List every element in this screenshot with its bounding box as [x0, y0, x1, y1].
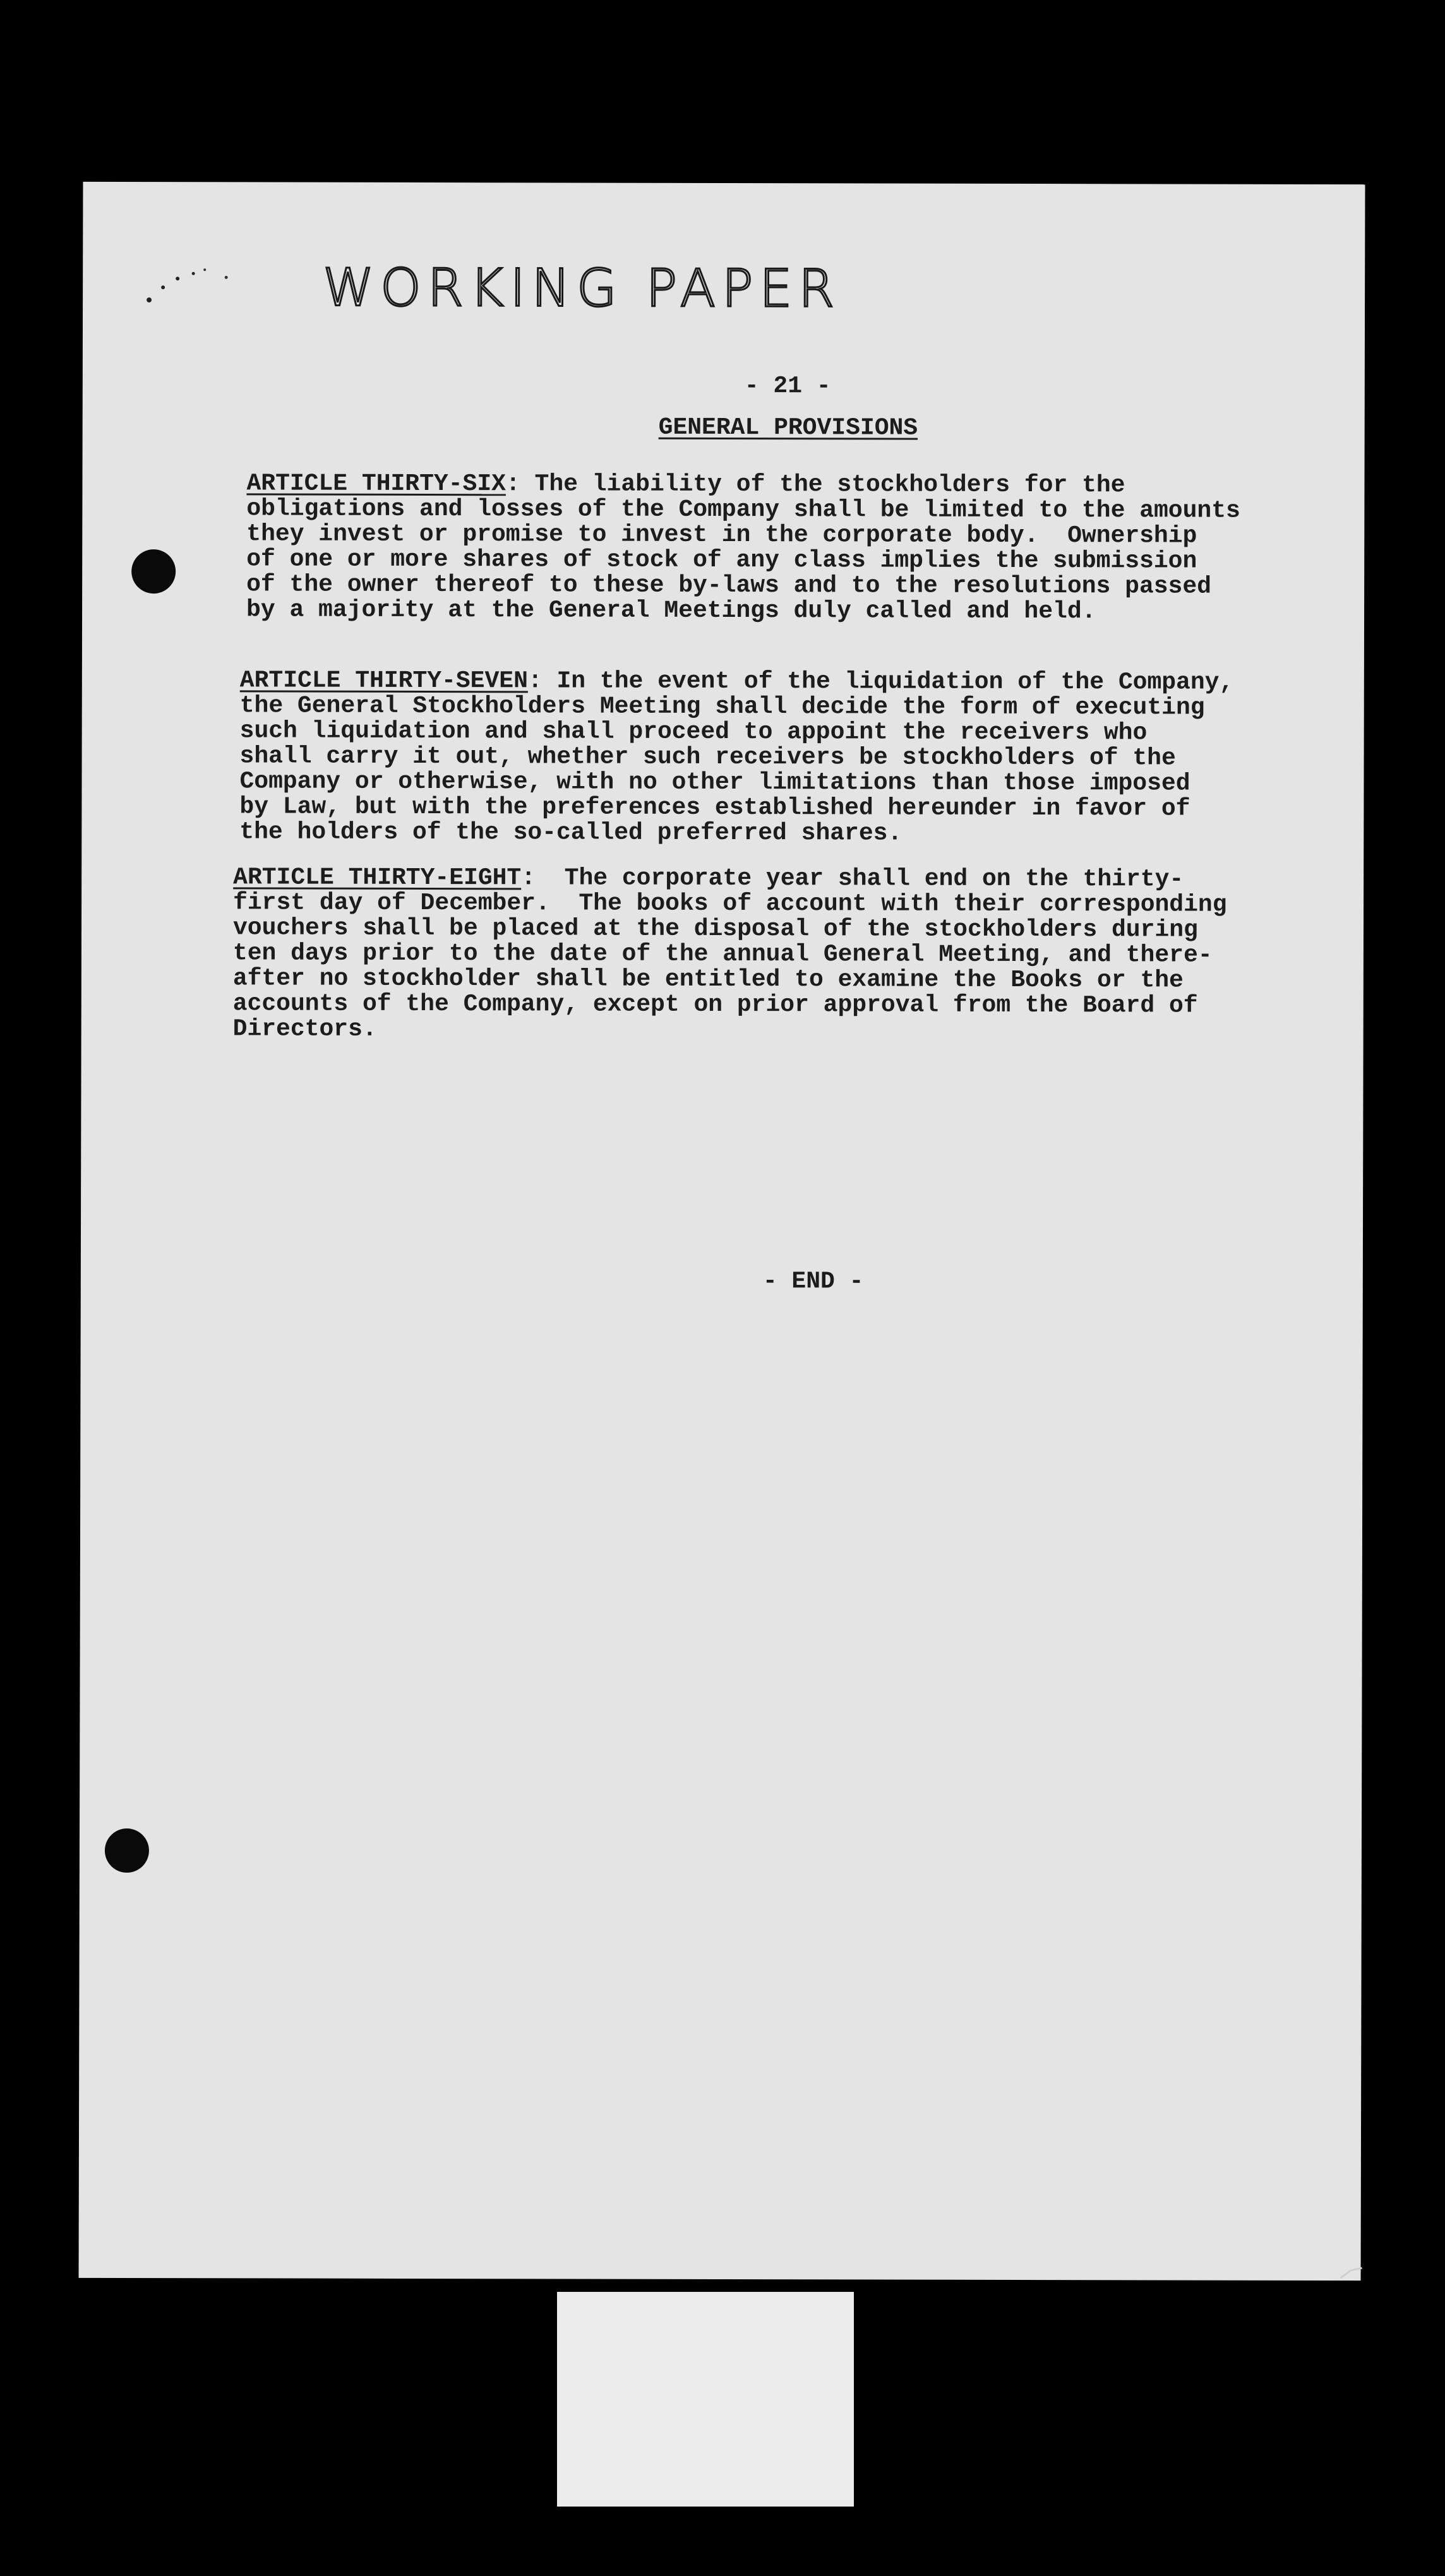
article-line: : The liability of the stockholders for the — [505, 470, 1125, 499]
article-line: ten days prior to the date of the annual General Meeting, and there- — [232, 939, 1213, 969]
document-page — [79, 182, 1365, 2281]
punch-hole-top — [131, 549, 176, 593]
article-line: the General Stockholders Meeting shall decide the form of executing — [239, 692, 1205, 722]
section-title: GENERAL PROVISIONS — [658, 414, 918, 442]
working-paper-stamp: WORKING PAPER — [323, 258, 841, 319]
article-line: by a majority at the General Meetings duly called and held. — [246, 596, 1096, 626]
article-line: accounts of the Company, except on prior approval from the Board of — [232, 990, 1198, 1020]
article-line: by Law, but with the preferences established hereunder in favor of — [239, 793, 1190, 823]
article-heading: ARTICLE THIRTY-EIGHT — [233, 864, 522, 892]
article-line: they invest or promise to invest in the corporate body. Ownership — [246, 520, 1197, 550]
blank-card — [557, 2292, 854, 2507]
end-marker: - END - — [762, 1268, 864, 1296]
article-line: such liquidation and shall proceed to appoint the receivers who — [239, 717, 1148, 747]
article-heading: ARTICLE THIRTY-SEVEN — [239, 667, 528, 695]
ink-specks — [143, 242, 244, 318]
article-thirty-seven — [239, 668, 1233, 847]
article-line: after no stockholder shall be entitled to examine the Books or the — [232, 965, 1184, 994]
article-line: obligations and losses of the Company shall be limited to the amounts — [246, 495, 1240, 525]
page-number: - 21 - — [744, 373, 831, 400]
article-line: : The corporate year shall end on the thirty- — [521, 864, 1184, 893]
curled-corner — [1338, 2255, 1364, 2281]
article-thirty-six — [246, 471, 1240, 624]
article-line: Company or otherwise, with no other limitations than those imposed — [239, 768, 1190, 797]
article-line: of the owner thereof to these by-laws and to the resolutions passed — [246, 571, 1212, 600]
article-line: Directors. — [232, 1015, 377, 1043]
article-line: shall carry it out, whether such receivers be stockholders of the — [239, 742, 1176, 772]
article-heading: ARTICLE THIRTY-SIX — [246, 470, 506, 498]
article-line: the holders of the so-called preferred shares. — [239, 818, 902, 847]
punch-hole-bottom — [105, 1828, 149, 1873]
article-line: of one or more shares of stock of any class implies the submission — [246, 546, 1197, 575]
article-line: first day of December. The books of account with their corresponding — [233, 889, 1227, 919]
article-line: vouchers shall be placed at the disposal of the stockholders during — [232, 914, 1198, 944]
article-line: : In the event of the liquidation of the Company, — [527, 667, 1234, 696]
article-thirty-eight — [233, 865, 1227, 1044]
